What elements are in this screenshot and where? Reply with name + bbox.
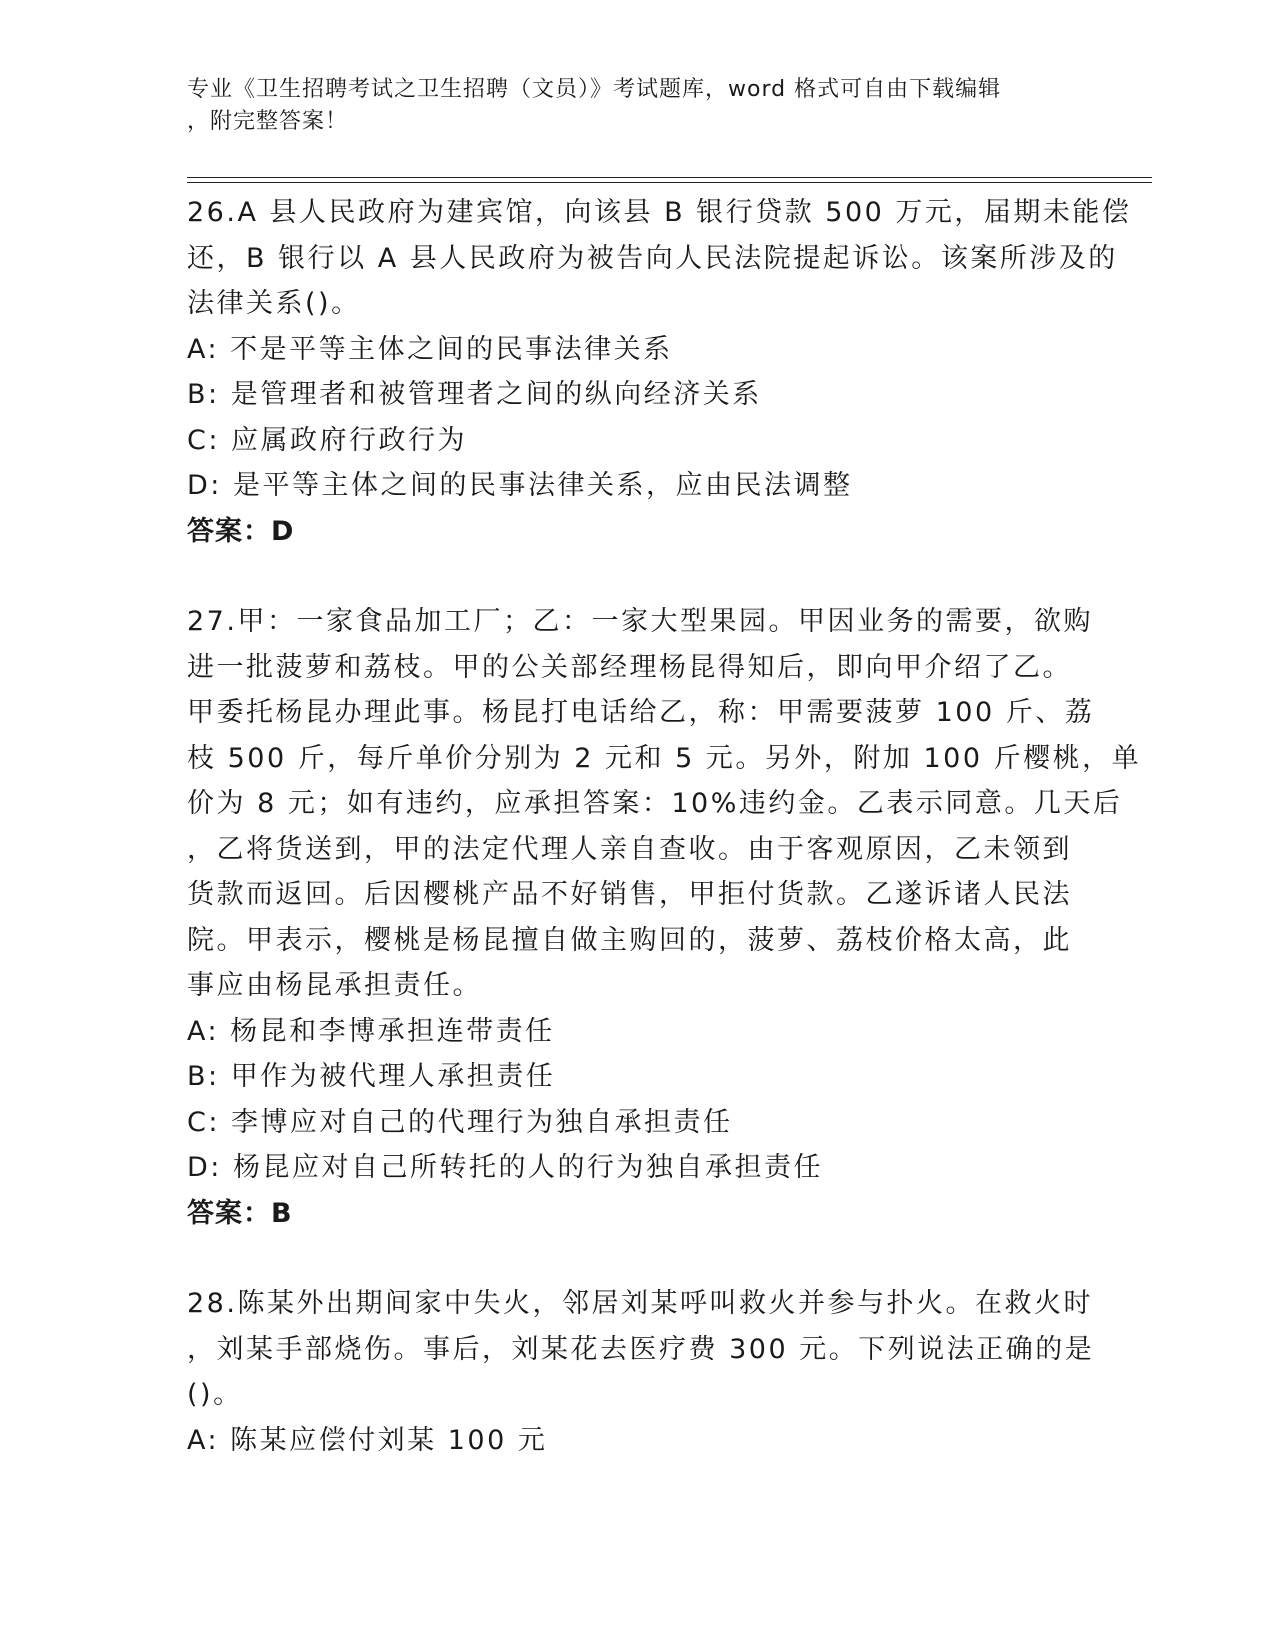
question-28 [187,1281,1095,1463]
question-stem-line: ，乙将货送到，甲的法定代理人亲自查收。由于客观原因，乙未领到 [187,833,1072,865]
question-stem-line: 26.A 县人民政府为建宾馆，向该县 B 银行贷款 500 万元，届期未能偿 [187,197,1132,228]
question-stem-line: 28.陈某外出期间家中失火，邻居刘某呼叫救火并参与扑火。在救火时 [187,1288,1093,1319]
question-list [187,190,1142,1463]
option-c: C: 李博应对自己的代理行为独自承担责任 [187,1106,733,1138]
question-stem-line: 事应由杨昆承担责任。 [187,970,482,1001]
header-divider-top [187,177,1152,178]
option-b: B: 甲作为被代理人承担责任 [187,1061,556,1092]
document-header [187,74,1067,138]
option-a: A: 不是平等主体之间的民事法律关系 [187,333,673,365]
question-stem-line: 甲委托杨昆办理此事。杨昆打电话给乙，称：甲需要菠萝 100 斤、荔 [187,697,1095,728]
question-stem-line: 货款而返回。后因樱桃产品不好销售，甲拒付货款。乙遂诉诸人民法 [187,879,1072,910]
question-26 [187,190,1132,554]
question-stem-line: 价为 8 元；如有违约，应承担答案：10%违约金。乙表示同意。几天后 [187,788,1123,819]
option-d: D: 是平等主体之间的民事法律关系，应由民法调整 [187,470,853,501]
option-a: A: 陈某应偿付刘某 100 元 [187,1424,548,1456]
question-stem-line: ，刘某手部烧伤。事后，刘某花去医疗费 300 元。下列说法正确的是 [187,1333,1095,1365]
question-stem-line: 院。甲表示，樱桃是杨昆擅自做主购回的，菠萝、荔枝价格太高，此 [187,924,1072,956]
option-b: B: 是管理者和被管理者之间的纵向经济关系 [187,379,762,410]
header-line: 专业《卫生招聘考试之卫生招聘（文员）》考试题库，word 格式可自由下载编辑 [187,77,1002,102]
option-d: D: 杨昆应对自己所转托的人的行为独自承担责任 [187,1152,823,1183]
question-stem-line: 进一批菠萝和荔枝。甲的公关部经理杨昆得知后，即向甲介绍了乙。 [187,651,1072,683]
question-stem-line: 27.甲：一家食品加工厂；乙：一家大型果园。甲因业务的需要，欲购 [187,606,1093,637]
question-stem-line: 法律关系()。 [187,288,361,319]
question-27 [187,599,1142,1236]
option-c: C: 应属政府行政行为 [187,424,468,456]
header-divider-bottom [187,182,1152,183]
answer-line: 答案：D [187,515,295,547]
answer-line: 答案：B [187,1197,293,1229]
header-line: ，附完整答案！ [187,109,349,134]
question-stem-line: 还，B 银行以 A 县人民政府为被告向人民法院提起诉讼。该案所涉及的 [187,242,1118,274]
question-stem-line: 枝 500 斤，每斤单价分别为 2 元和 5 元。另外，附加 100 斤樱桃，单 [187,742,1142,774]
question-stem-line: ()。 [187,1379,243,1410]
option-a: A: 杨昆和李博承担连带责任 [187,1015,555,1047]
